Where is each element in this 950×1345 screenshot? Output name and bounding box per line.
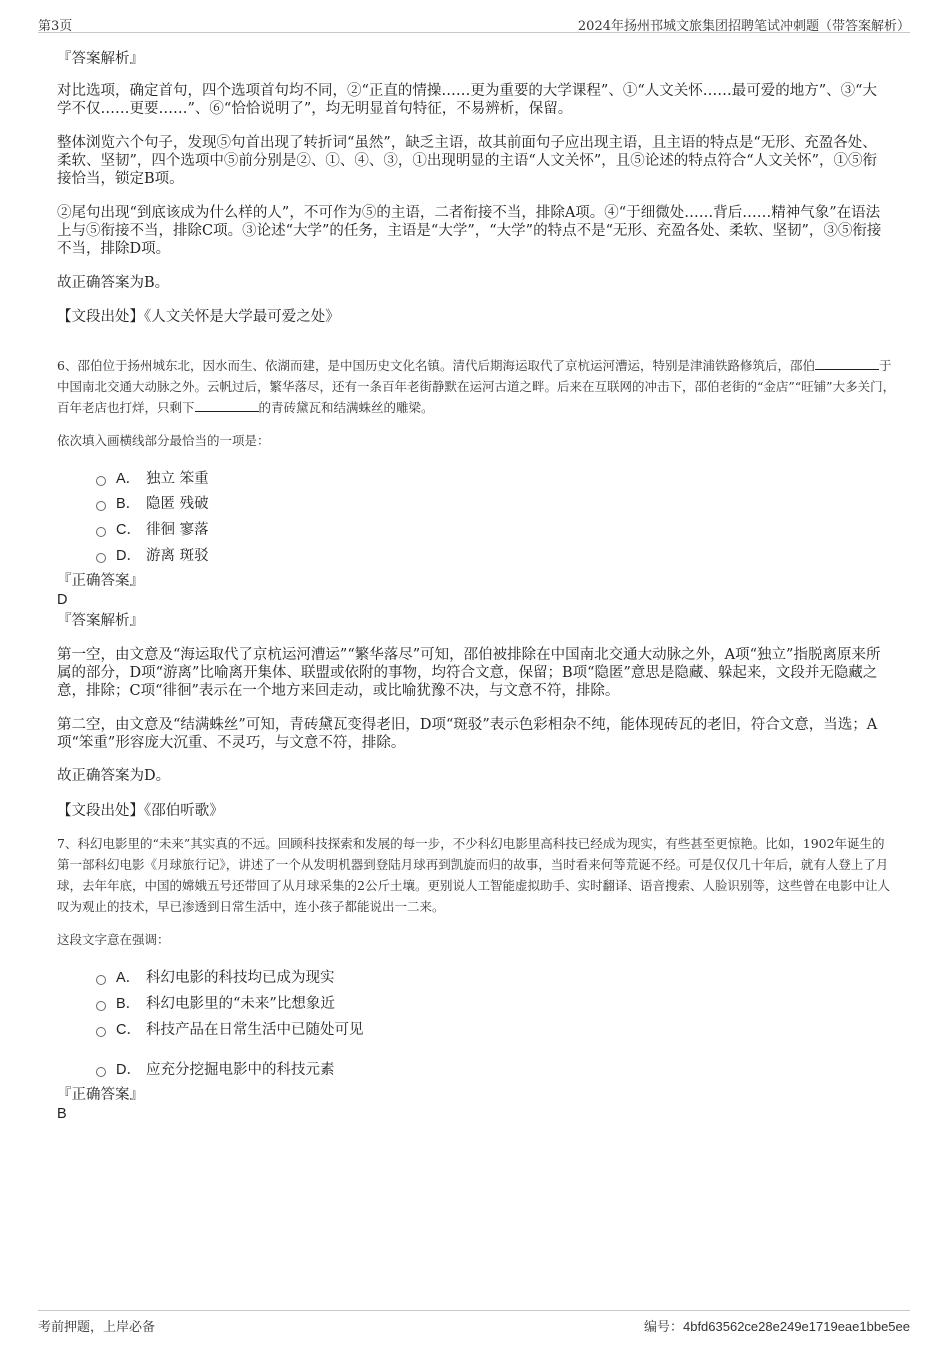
document-title: 2024年扬州邗城文旅集团招聘笔试冲刺题（带答案解析）: [577, 19, 910, 34]
q7-correct-label: 『正确答案』: [57, 1087, 144, 1103]
document-code: 4bfd63562ce28e249e1719eae1bbe5ee: [682, 1319, 910, 1334]
q6-blank-2: [195, 399, 259, 412]
q6-correct-answer: D: [57, 592, 68, 608]
q5-conclusion: 故正确答案为B。: [57, 275, 170, 291]
radio-icon[interactable]: [96, 527, 106, 537]
q5-analysis-p2: 整体浏览六个句子，发现⑤句首出现了转折词“虽然”，缺乏主语，故其前面句子应出现主语，且主语的特点是“无形、充盈各处、柔软、坚韧”，四个选项中⑤前分别是②、①、④、③，①出现明显的主语“人文关怀”，且⑤论述的特点符合“人文关怀”，①⑤衔接恰当，锁定B项。: [57, 135, 878, 187]
q7-option-a[interactable]: A． 科幻电影的科技均已成为现实: [96, 966, 335, 986]
q6-analysis-p2: 第二空，由文意及“结满蛛丝”可知，青砖黛瓦变得老旧，D项“斑驳”表示色彩相杂不纯，能体现砖瓦的老旧，符合文意，当选；A项“笨重”形容庞大沉重、不灵巧，与文意不符，排除。: [57, 717, 878, 751]
q5-analysis-label: 『答案解析』: [57, 51, 144, 67]
q6-option-d[interactable]: D． 游离 斑驳: [96, 544, 209, 564]
q6-option-b[interactable]: B． 隐匿 残破: [96, 492, 209, 512]
q6-correct-label: 『正确答案』: [57, 573, 144, 589]
q5-analysis-p1: 对比选项，确定首句，四个选项首句均不同，②“正直的情操……更为重要的大学课程”、①“人文关怀……最可爱的地方”、③“大学不仅……更要……”、⑥“恰恰说明了”，均无明显首句特征，不易辨析，保留。: [57, 83, 878, 117]
q6-option-c[interactable]: C． 徘徊 寥落: [96, 518, 209, 538]
q6-analysis-p1: 第一空，由文意及“海运取代了京杭运河漕运”“繁华落尽”可知，邵伯被排除在中国南北交通大动脉之外，A项“独立”指脱离原来所属的部分，D项“游离”比喻离开集体、联盟或依附的事物，均符合文意，保留；B项“隐匿”意思是隐藏、躲起来，文段并无隐藏之意，排除；C项“徘徊”表示在一个地方来回走动，或比喻犹豫不决，与文意不符，排除。: [57, 647, 881, 699]
q7-option-d[interactable]: D． 应充分挖掘电影中的科技元素: [96, 1058, 335, 1078]
q7-option-c[interactable]: C． 科技产品在日常生活中已随处可见: [96, 1018, 364, 1038]
footer-slogan: 考前押题，上岸必备: [38, 1320, 156, 1335]
q5-source: 【文段出处】《人文关怀是大学最可爱之处》: [57, 309, 340, 325]
radio-icon[interactable]: [96, 1027, 106, 1037]
q6-blank-1: [815, 357, 879, 370]
radio-icon[interactable]: [96, 1067, 106, 1077]
radio-icon[interactable]: [96, 1001, 106, 1011]
q7-question-text: 7、科幻电影里的“未来”其实真的不远。回顾科技探索和发展的每一步，不少科幻电影里高科技已经成为现实，有些甚至更惊艳。比如，1902年诞生的第一部科幻电影《月球旅行记》，讲述了一个从发明机器到登陆月球再到凯旋而归的故事，当时看来何等荒诞不经。可是仅仅几十年后，就有人登上了月球，去年年底，中国的嫦娥五号还带回了从月球采集的2公斤土壤。更别说人工智能虚拟助手、实时翻译、语音搜索、人脸识别等，这些曾在电影中让人叹为观止的技术，早已渗透到日常生活中，连小孩子都能说出一二来。: [57, 836, 890, 914]
q6-option-a[interactable]: A． 独立 笨重: [96, 467, 209, 487]
q6-prompt: 依次填入画横线部分最恰当的一项是：: [57, 433, 270, 448]
q6-analysis-label: 『答案解析』: [57, 613, 144, 629]
q6-question-text: 6、邵伯位于扬州城东北，因水而生、依湖而建，是中国历史文化名镇。清代后期海运取代了京杭运河漕运，特别是津浦铁路修筑后，邵伯 于中国南北交通大动脉之外。云帆过后，繁华落尽，还有一条百年老街静默在运河古道之畔。后来在互联网的冲击下，邵伯老街的“金店”“旺铺”大多关门，百年老店也打烊，只剩下 的青砖黛瓦和结满蛛丝的雕梁。: [57, 358, 896, 415]
q6-source: 【文段出处】《邵伯听歌》: [57, 803, 224, 819]
q7-option-b[interactable]: B． 科幻电影里的“未来”比想象近: [96, 992, 335, 1012]
q7-correct-answer: B: [57, 1106, 67, 1122]
page-header: [38, 12, 910, 33]
radio-icon[interactable]: [96, 476, 106, 486]
footer-id: 编号：4bfd63562ce28e249e1719eae1bbe5ee: [643, 1319, 910, 1335]
page-number: 第3页: [38, 19, 73, 34]
q7-prompt: 这段文字意在强调：: [57, 932, 170, 947]
radio-icon[interactable]: [96, 975, 106, 985]
radio-icon[interactable]: [96, 501, 106, 511]
page-footer: [38, 1310, 910, 1335]
q5-analysis-p3: ②尾句出现“到底该成为什么样的人”，不可作为⑤的主语，二者衔接不当，排除A项。④“于细微处……背后……精神气象”在语法上与⑤衔接不当，排除C项。③论述“大学”的任务，主语是“大学”，“大学”的特点不是“无形、充盈各处、柔软、坚韧”，③⑤衔接不当，排除D项。: [57, 205, 882, 257]
q6-conclusion: 故正确答案为D。: [57, 768, 171, 784]
radio-icon[interactable]: [96, 553, 106, 563]
